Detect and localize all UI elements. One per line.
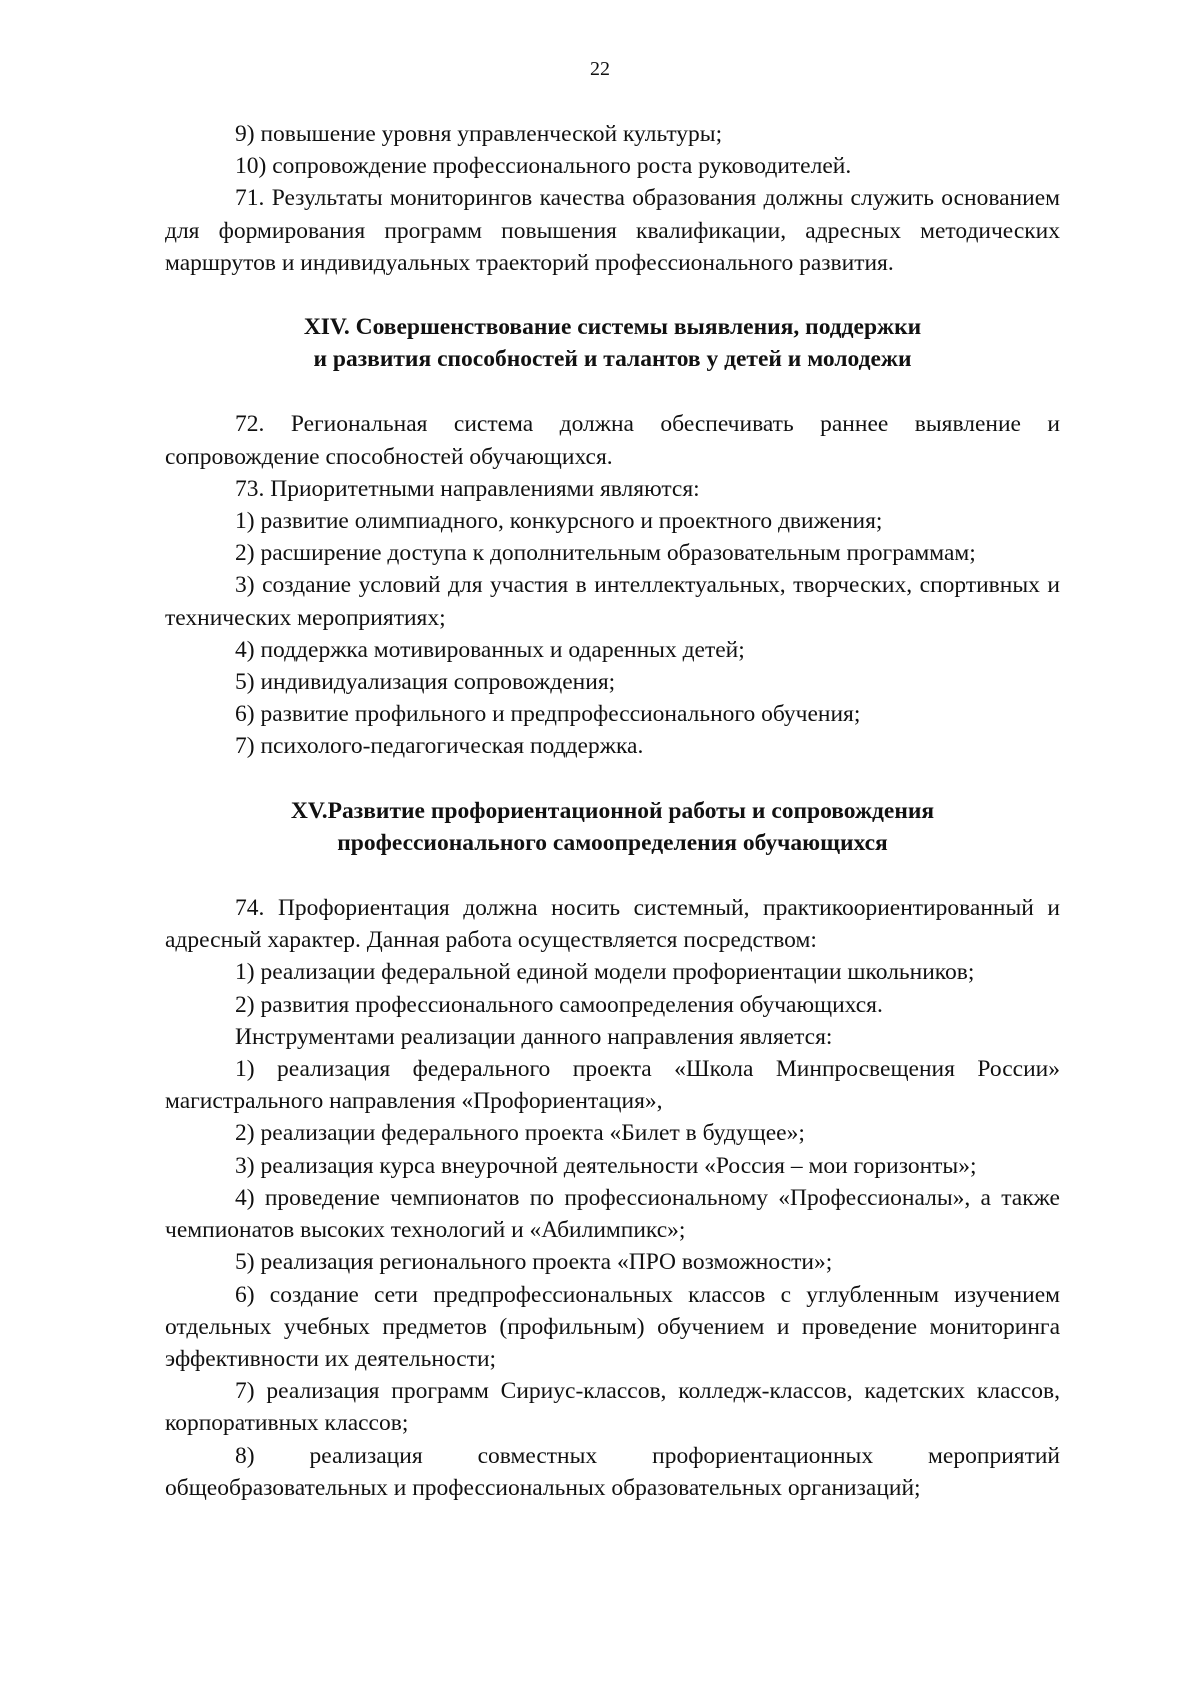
heading-line: и развития способностей и талантов у детей и молодежи	[313, 346, 912, 373]
spacer	[165, 859, 1060, 892]
paragraph: 1) развитие олимпиадного, конкурсного и проектного движения;	[235, 508, 883, 535]
section-heading-xiv	[165, 311, 1060, 375]
paragraph: 7) реализация программ Сириус-классов, колледж-классов, кадетских классов, корпоративных классов;	[165, 1378, 1060, 1437]
paragraph: 74. Профориентация должна носить системный, практикоориентированный и адресный характер. Данная работа осуществляется посредством:	[165, 895, 1060, 954]
paragraph: 10) сопровождение профессионального роста руководителей.	[235, 153, 852, 180]
paragraph: 5) индивидуализация сопровождения;	[235, 669, 616, 696]
paragraph: 4) поддержка мотивированных и одаренных детей;	[235, 636, 745, 663]
paragraph-group-1	[165, 118, 1060, 279]
spacer	[165, 279, 1060, 311]
paragraph: 73. Приоритетными направлениями являются:	[235, 475, 700, 502]
spacer	[165, 763, 1060, 795]
paragraph: 6) создание сети предпрофессиональных классов с углубленным изучением отдельных учебных предметов (профильным) обучением и проведение мониторинга эффективности их деятельности;	[165, 1281, 1060, 1372]
paragraph: 7) психолого-педагогическая поддержка.	[235, 733, 644, 760]
paragraph: 6) развитие профильного и предпрофессионального обучения;	[235, 701, 861, 728]
page-number: 22	[590, 58, 610, 80]
paragraph: 4) проведение чемпионатов по профессиональному «Профессионалы», а также чемпионатов высоких технологий и «Абилимпикс»;	[165, 1184, 1060, 1244]
paragraph-group-2	[165, 408, 1060, 762]
paragraph: Инструментами реализации данного направления является:	[235, 1023, 833, 1050]
heading-line: профессионального самоопределения обучающихся	[337, 829, 888, 856]
heading-line: XIV. Совершенствование системы выявления, поддержки	[303, 314, 922, 341]
paragraph: 1) реализация федерального проекта «Школа Минпросвещения России» магистрального направления «Профориентация»,	[165, 1056, 1060, 1115]
heading-line: XV.Развитие профориентационной работы и сопровождения	[290, 797, 935, 824]
document-body	[165, 118, 1060, 1504]
paragraph: 3) создание условий для участия в интеллектуальных, творческих, спортивных и технических мероприятиях;	[165, 572, 1060, 631]
paragraph: 2) развития профессионального самоопределения обучающихся.	[235, 991, 883, 1018]
paragraph: 1) реализации федеральной единой модели профориентации школьников;	[235, 959, 975, 986]
paragraph: 9) повышение уровня управленческой культуры;	[235, 121, 723, 147]
paragraph: 3) реализация курса внеурочной деятельности «Россия – мои горизонты»;	[235, 1152, 977, 1179]
paragraph: 2) реализации федерального проекта «Билет в будущее»;	[235, 1120, 805, 1147]
paragraph: 72. Региональная система должна обеспечивать раннее выявление и сопровождение способностей обучающихся.	[165, 411, 1060, 470]
spacer	[165, 375, 1060, 408]
paragraph: 71. Результаты мониторингов качества образования должны служить основанием для формирования программ повышения квалификации, адресных методических маршрутов и индивидуальных траекторий профессионального развития.	[165, 185, 1060, 276]
paragraph: 5) реализация регионального проекта «ПРО возможности»;	[235, 1249, 833, 1276]
paragraph-group-3	[165, 892, 1060, 1504]
section-heading-xv	[165, 795, 1060, 859]
paragraph: 2) расширение доступа к дополнительным образовательным программам;	[235, 540, 976, 567]
paragraph: 8) реализация совместных профориентационных мероприятий общеобразовательных и профессиональных образовательных организаций;	[165, 1442, 1060, 1501]
